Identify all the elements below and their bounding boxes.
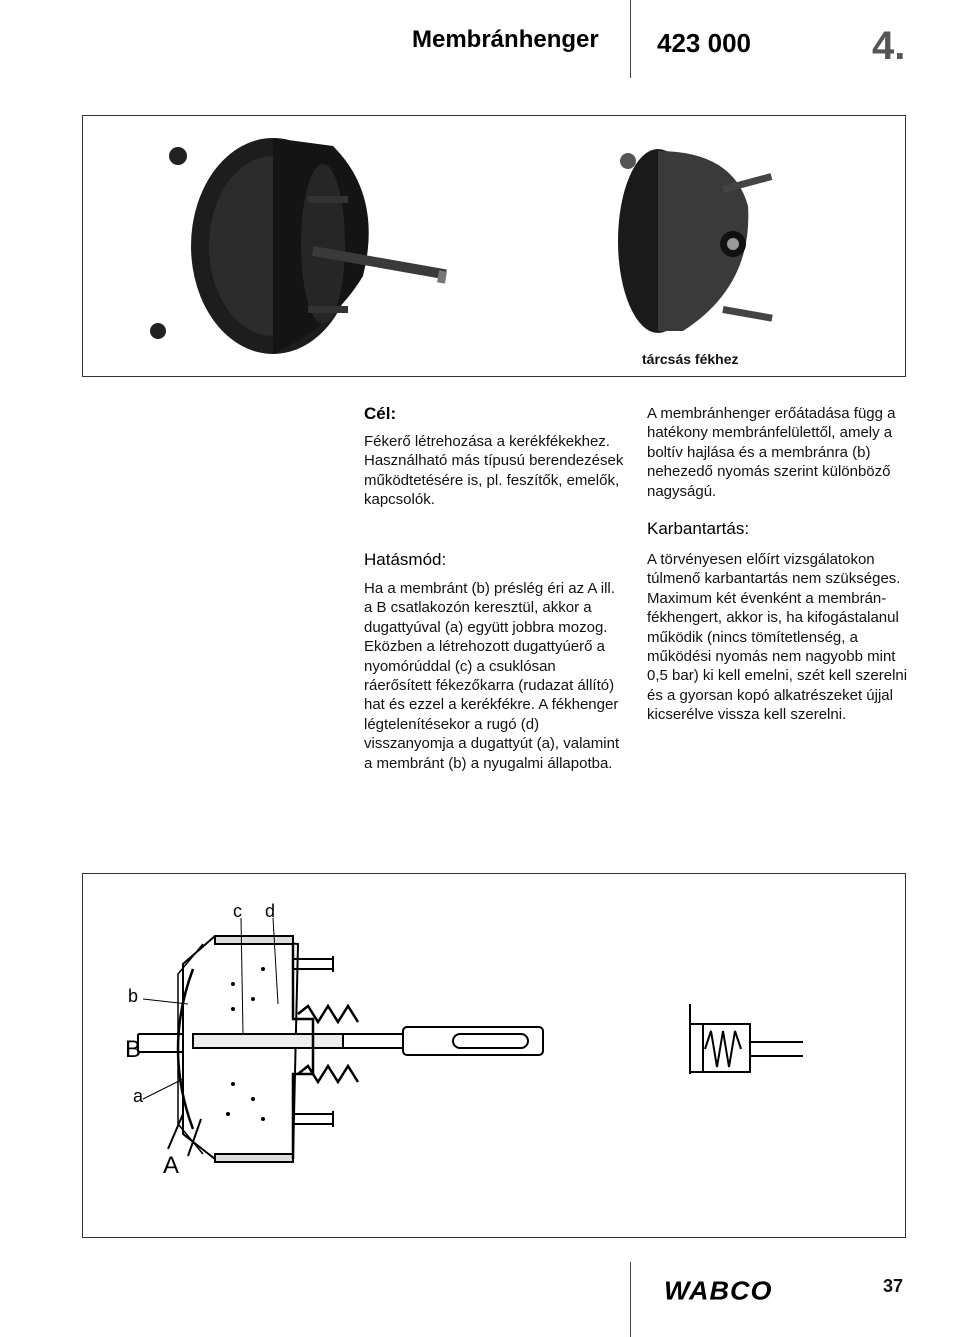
photo-panel: [82, 115, 906, 377]
label-b: b: [128, 986, 139, 1006]
product-code: 423 000: [657, 28, 751, 58]
label-a: a: [133, 1086, 144, 1106]
chapter-number: 4.: [872, 24, 906, 68]
label-c: c: [233, 901, 242, 921]
hatasmod-heading: Hatásmód:: [364, 550, 447, 569]
label-d: d: [265, 901, 276, 921]
intro-text: A membránhenger erőátadása függ a hatékony membránfelülettől, amely a boltív hajlása és a membránra (b) nehezedő nyomás szerint különböző nagyságú.: [647, 405, 896, 500]
label-B: B: [125, 1036, 142, 1063]
footer-divider: [630, 1262, 631, 1337]
hatasmod-text: Ha a membránt (b) préslég éri az A ill. a B csatlakozón keresztül, akkor a dugattyúval (a) együtt jobbra mozog. Eközben a létrehozott dugattyúerő a nyomórúddal (c) a csuklósan ráerősített fékezőkarra (rudazat állító) hat és ezzel a kerékfékre. A fékhenger légtelenítésekor a rugó (d) visszanyomja a dugattyút (a), valamint a membránt (b) a nyugalmi állapotba.: [364, 580, 620, 772]
cross-section-diagram: [83, 874, 907, 1239]
page-number: 37: [883, 1276, 904, 1296]
label-A: A: [163, 1152, 180, 1179]
page-title: Membránhenger: [412, 26, 599, 53]
brake-chamber-photo-left: [150, 138, 447, 354]
karbantartas-text: A törvényesen előírt vizsgálatokon túlmenő karbantartás nem szükséges. Maximum két évenként a membrán-fékhengert, akkor is, ha kifogástalanul működik (nincs tömítetlenség, a működési nyomás nem nagyobb mint 0,5 bar) ki kell emelni, szét kell szerelni és a gyorsan kopó alkatrészeket újjal kicserélve vissza kell szerelni.: [647, 551, 908, 724]
chamber-symbol: [690, 1004, 803, 1074]
photo-caption: tárcsás fékhez: [642, 351, 739, 367]
cel-heading: Cél:: [364, 404, 397, 423]
product-photos: [83, 116, 907, 378]
wabco-logo: WABCO: [664, 1276, 773, 1306]
brake-chamber-photo-right: [618, 149, 773, 333]
karbantartas-heading: Karbantartás:: [647, 519, 750, 538]
header-divider: [630, 0, 631, 78]
diagram-panel: [82, 873, 906, 1238]
cel-text: Fékerő létrehozása a kerékfékekhez. Használható más típusú berendezések működtetésére is, pl. feszítők, emelők, kapcsolók.: [364, 433, 624, 509]
